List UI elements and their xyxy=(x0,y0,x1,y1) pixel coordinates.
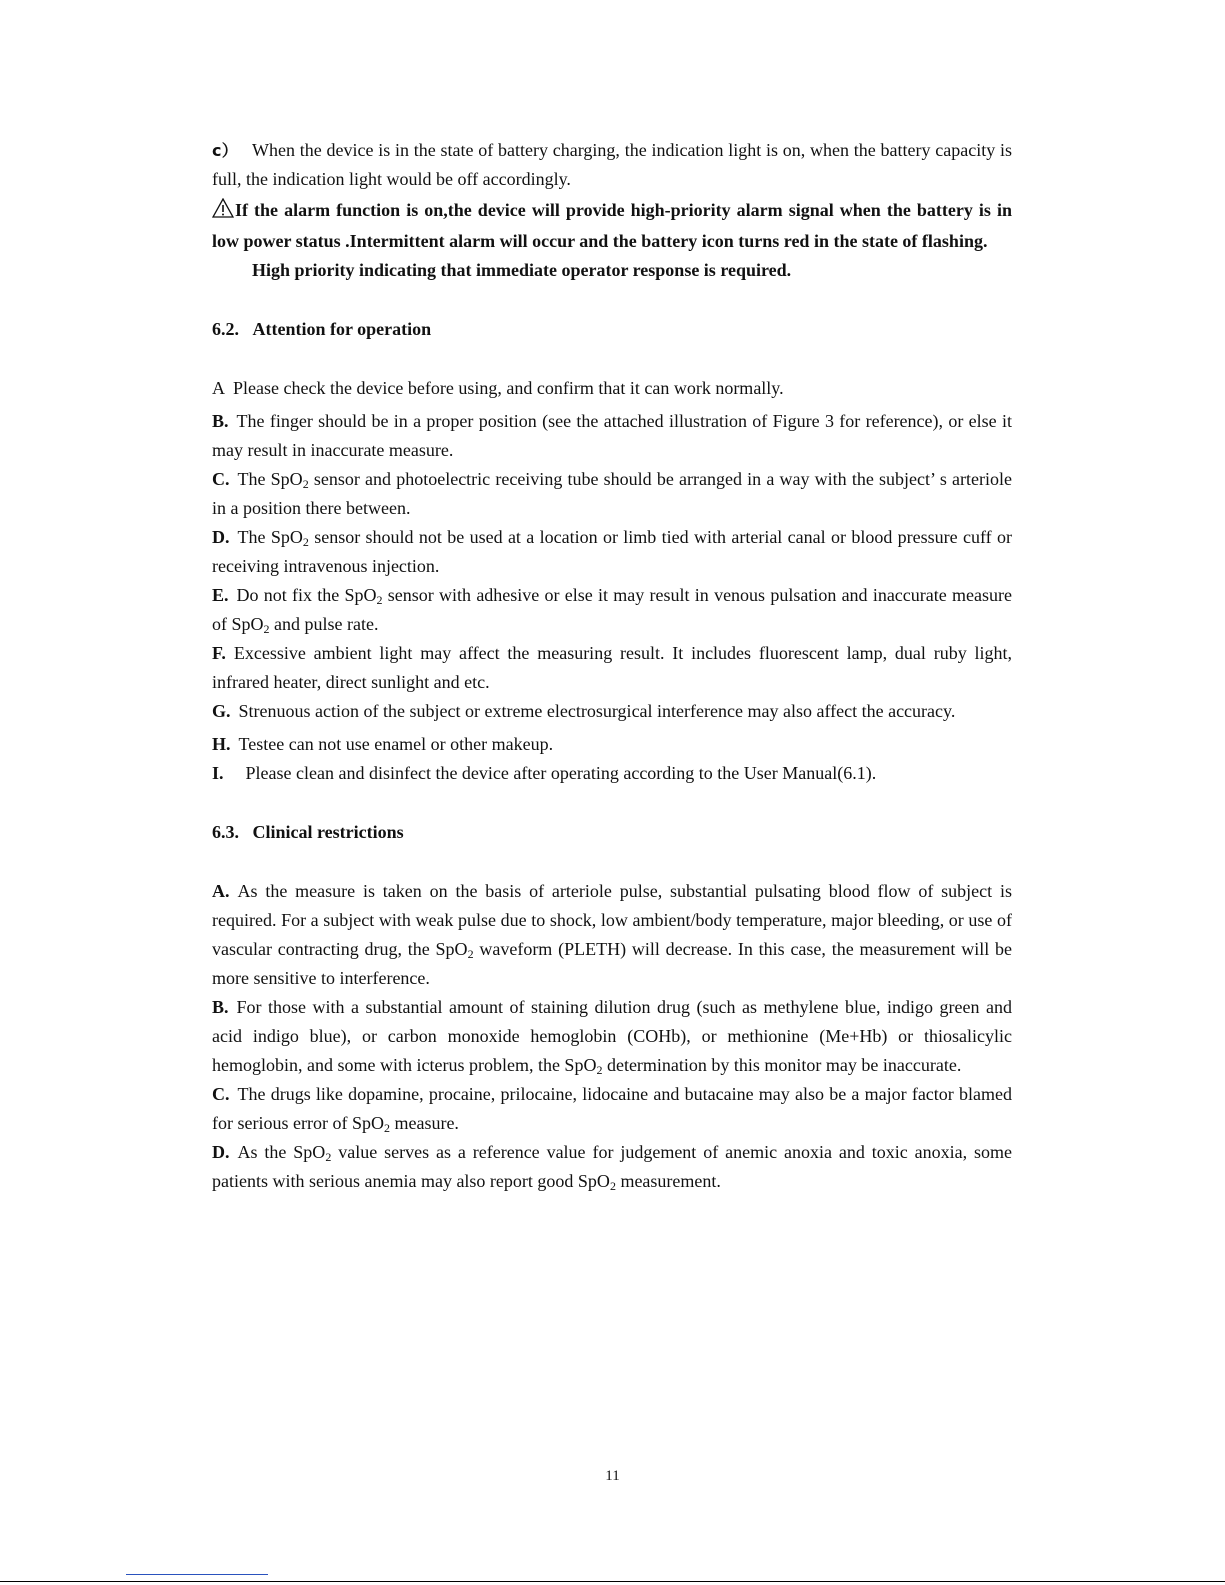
item-text: The SpO xyxy=(237,527,303,547)
section-number: 6.3. xyxy=(212,822,239,842)
item-text: Please check the device before using, and confirm that it can work normally. xyxy=(233,378,784,398)
list-item xyxy=(212,465,1012,523)
item-text: As the measure is taken on the basis of arteriole pulse, substantial pulsating blood flow of subject is required. For a subject with weak pulse due to shock, low ambient/body temperature, major bleeding, or use of vascular contracting drug, the SpO xyxy=(212,881,1012,959)
item-text: The finger should be in a proper position (see the attached illustration of Figure 3 for reference), or else it may result in inaccurate measure. xyxy=(212,411,1012,460)
item-label: A xyxy=(212,378,225,398)
item-text: determination by this monitor may be inaccurate. xyxy=(602,1055,962,1075)
item-text: sensor should not be used at a location or limb tied with arterial canal or blood pressure cuff or receiving intravenous injection. xyxy=(212,527,1013,576)
page-content xyxy=(212,136,1012,1196)
list-item xyxy=(212,877,1012,993)
subscript: 2 xyxy=(467,947,474,961)
footer-link-underline xyxy=(126,1574,268,1575)
item-text: For those with a substantial amount of staining dilution drug (such as methylene blue, indigo green and acid indigo blue), or carbon monoxide hemoglobin (COHb), or methionine (Me+Hb) or thiosalicylic hemoglobin, and some with icterus problem, the SpO xyxy=(212,997,1012,1075)
warning-text: If the alarm function is on,the device will provide high-priority alarm signal when the battery is in low power status .Intermittent alarm will occur and the battery icon turns red in the state of flashing. xyxy=(212,200,1012,251)
item-label: B. xyxy=(212,997,229,1017)
subscript: 2 xyxy=(325,1150,332,1164)
item-label: B. xyxy=(212,411,229,431)
list-item xyxy=(212,581,1012,639)
subscript: 2 xyxy=(263,622,270,636)
item-text: Strenuous action of the subject or extreme electrosurgical interference may also affect the accuracy. xyxy=(238,701,956,721)
item-label: H. xyxy=(212,734,231,754)
item-label: D. xyxy=(212,527,230,547)
item-label: C. xyxy=(212,469,230,489)
priority-note: High priority indicating that immediate operator response is required. xyxy=(252,260,792,280)
item-label: I. xyxy=(212,763,224,783)
warning-triangle-icon xyxy=(212,198,234,227)
item-text: sensor and photoelectric receiving tube should be arranged in a way with the subject’ s arteriole in a position there between. xyxy=(212,469,1013,518)
list-item xyxy=(212,374,1012,403)
list-item xyxy=(212,407,1012,465)
section-heading-6-3 xyxy=(212,818,1012,847)
list-item xyxy=(212,1080,1012,1138)
paragraph-c xyxy=(212,136,1012,194)
subscript: 2 xyxy=(609,1179,616,1193)
list-item xyxy=(212,993,1012,1080)
list-item xyxy=(212,1138,1012,1196)
section-title: Clinical restrictions xyxy=(252,822,404,842)
item-text: value serves as a reference value for judgement of anemic anoxia and toxic anoxia, some patients with serious anemia may also report good SpO xyxy=(212,1142,1012,1191)
paragraph-text: When the device is in the state of battery charging, the indication light is on, when the battery capacity is full, the indication light would be off accordingly. xyxy=(212,140,1012,189)
item-text: sensor with adhesive or else it may result in venous pulsation and inaccurate measure of SpO xyxy=(212,585,1012,634)
item-label: F. xyxy=(212,643,226,663)
item-text: measurement. xyxy=(615,1171,721,1191)
page-number: 11 xyxy=(605,1468,620,1484)
item-text: measure. xyxy=(389,1113,459,1133)
section-number: 6.2. xyxy=(212,319,239,339)
item-label: C. xyxy=(212,1084,230,1104)
section-title: Attention for operation xyxy=(252,319,432,339)
item-text: and pulse rate. xyxy=(269,614,379,634)
list-item xyxy=(212,759,1012,788)
item-text: The drugs like dopamine, procaine, prilocaine, lidocaine and butacaine may also be a major factor blamed for serious error of SpO xyxy=(212,1084,1012,1133)
subscript: 2 xyxy=(376,593,383,607)
item-label: D. xyxy=(212,1142,230,1162)
list-item xyxy=(212,523,1012,581)
subscript: 2 xyxy=(596,1063,603,1077)
item-text: Please clean and disinfect the device after operating according to the User Manual(6.1). xyxy=(245,763,877,783)
item-label: A. xyxy=(212,881,230,901)
item-text: Do not fix the SpO xyxy=(236,585,377,605)
item-text: As the SpO xyxy=(237,1142,326,1162)
item-label: c） xyxy=(212,141,239,160)
footer-rule xyxy=(0,1581,1225,1582)
item-label: G. xyxy=(212,701,231,721)
warning-paragraph xyxy=(212,196,1012,256)
list-item xyxy=(212,730,1012,759)
item-text: Excessive ambient light may affect the measuring result. It includes fluorescent lamp, dual ruby light, infrared heater, direct sunlight and etc. xyxy=(212,643,1012,692)
item-text: waveform (PLETH) will decrease. In this case, the measurement will be more sensitive to interference. xyxy=(212,939,1012,988)
list-item xyxy=(212,697,1012,726)
section-heading-6-2 xyxy=(212,315,1012,344)
subscript: 2 xyxy=(302,535,309,549)
item-text: The SpO xyxy=(237,469,303,489)
subscript: 2 xyxy=(383,1121,390,1135)
item-text: Testee can not use enamel or other makeup. xyxy=(238,734,554,754)
subscript: 2 xyxy=(302,477,309,491)
list-item xyxy=(212,639,1012,697)
item-label: E. xyxy=(212,585,229,605)
